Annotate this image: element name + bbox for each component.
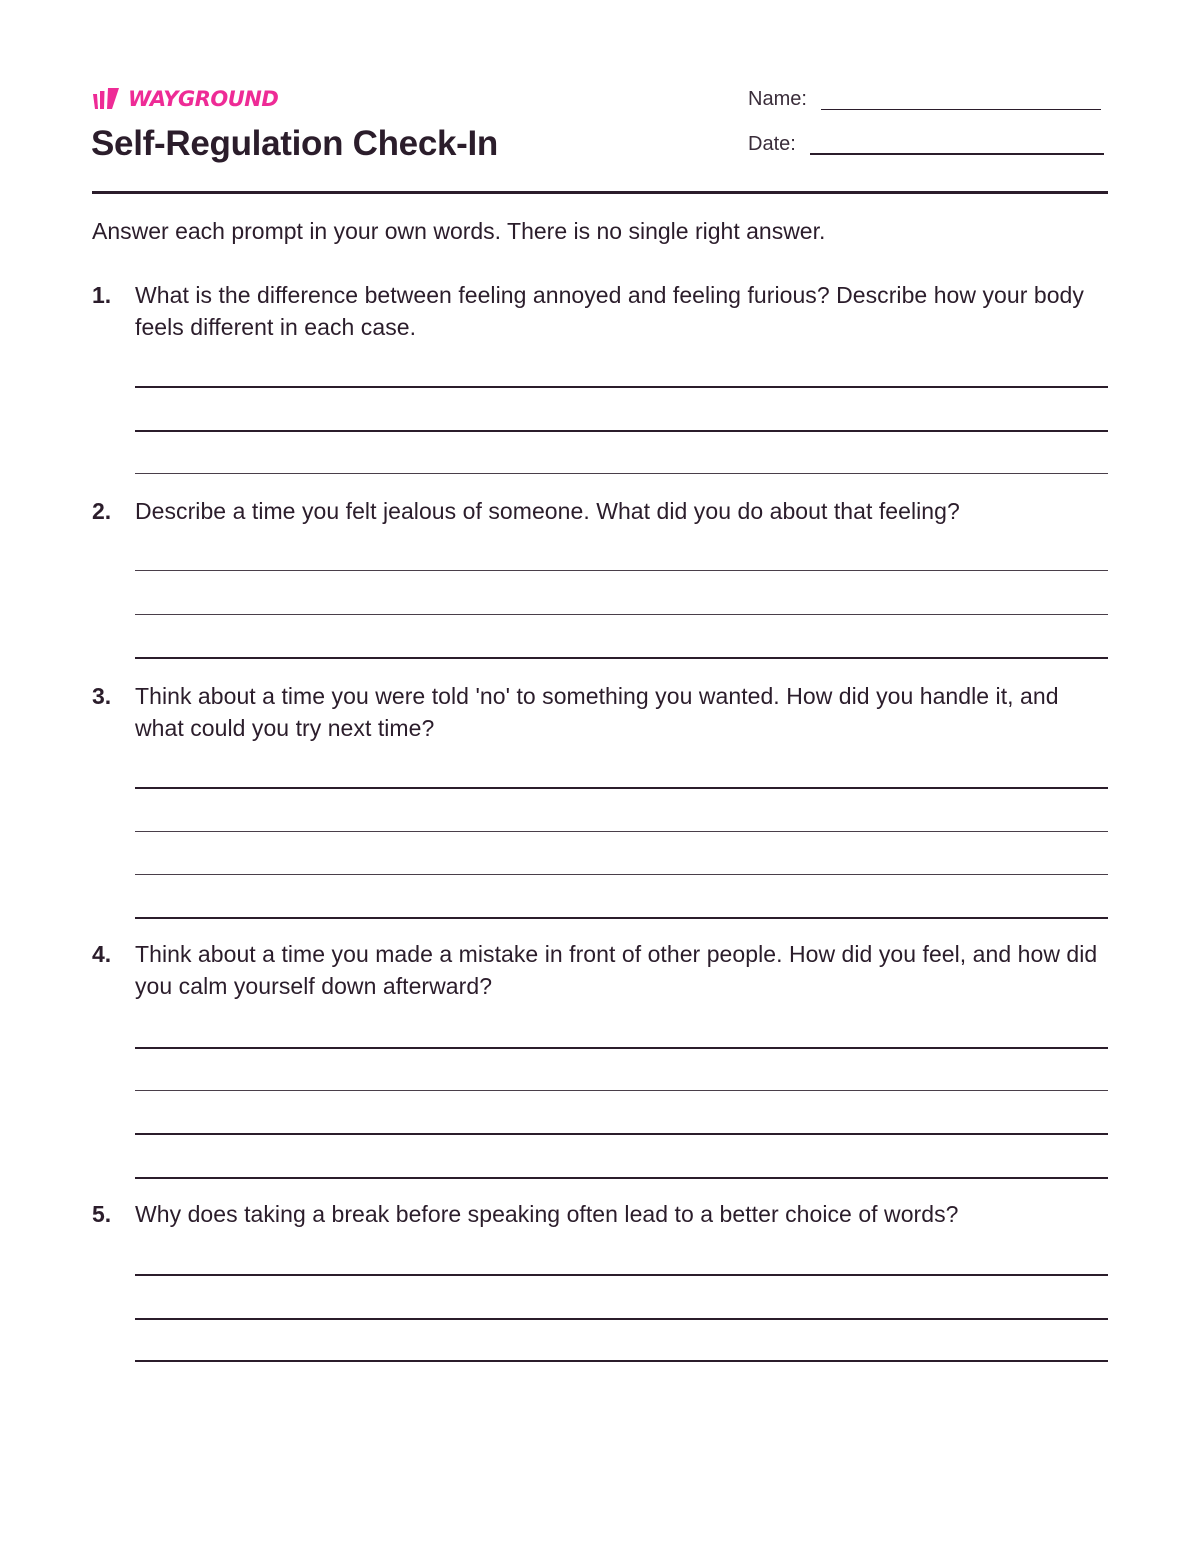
answer-line[interactable] bbox=[135, 1318, 1108, 1320]
answer-line[interactable] bbox=[135, 1360, 1108, 1362]
question-number: 3. bbox=[92, 683, 112, 709]
answer-line[interactable] bbox=[135, 831, 1108, 832]
name-label: Name: bbox=[748, 88, 807, 110]
date-input-line[interactable] bbox=[810, 152, 1104, 155]
wayground-logo-icon bbox=[92, 88, 122, 110]
answer-line[interactable] bbox=[135, 1047, 1108, 1049]
header-divider bbox=[92, 191, 1108, 194]
answer-line[interactable] bbox=[135, 787, 1108, 789]
instructions: Answer each prompt in your own words. There is no single right answer. bbox=[92, 218, 826, 244]
answer-line[interactable] bbox=[135, 614, 1108, 615]
answer-line[interactable] bbox=[135, 657, 1108, 659]
question-text: What is the difference between feeling annoyed and feeling furious? Describe how your body feels different in each case. bbox=[135, 282, 1084, 340]
question-number: 2. bbox=[92, 498, 112, 524]
answer-line[interactable] bbox=[135, 473, 1108, 474]
answer-line[interactable] bbox=[135, 430, 1108, 432]
brand-name: WAYGROUND bbox=[128, 87, 279, 111]
answer-line[interactable] bbox=[135, 917, 1108, 919]
question-number: 5. bbox=[92, 1201, 112, 1227]
question-number: 4. bbox=[92, 941, 112, 967]
name-input-line[interactable] bbox=[821, 108, 1101, 110]
answer-line[interactable] bbox=[135, 386, 1108, 388]
date-label: Date: bbox=[748, 133, 796, 155]
answer-line[interactable] bbox=[135, 1177, 1108, 1179]
name-field[interactable] bbox=[748, 88, 1101, 111]
answer-line[interactable] bbox=[135, 1090, 1108, 1091]
brand bbox=[92, 86, 278, 112]
answer-line[interactable] bbox=[135, 570, 1108, 571]
question-text: Think about a time you made a mistake in front of other people. How did you feel, and how did you calm yourself down afterward? bbox=[135, 941, 1098, 999]
question-text: Describe a time you felt jealous of someone. What did you do about that feeling? bbox=[135, 498, 960, 524]
answer-line[interactable] bbox=[135, 874, 1108, 875]
question-number: 1. bbox=[92, 282, 112, 308]
date-field[interactable] bbox=[748, 133, 1104, 156]
answer-line[interactable] bbox=[135, 1274, 1108, 1276]
question-text: Think about a time you were told 'no' to something you wanted. How did you handle it, and what could you try next time? bbox=[135, 683, 1059, 741]
page-title: Self-Regulation Check-In bbox=[91, 124, 499, 163]
answer-line[interactable] bbox=[135, 1133, 1108, 1135]
question-text: Why does taking a break before speaking often lead to a better choice of words? bbox=[135, 1201, 959, 1227]
